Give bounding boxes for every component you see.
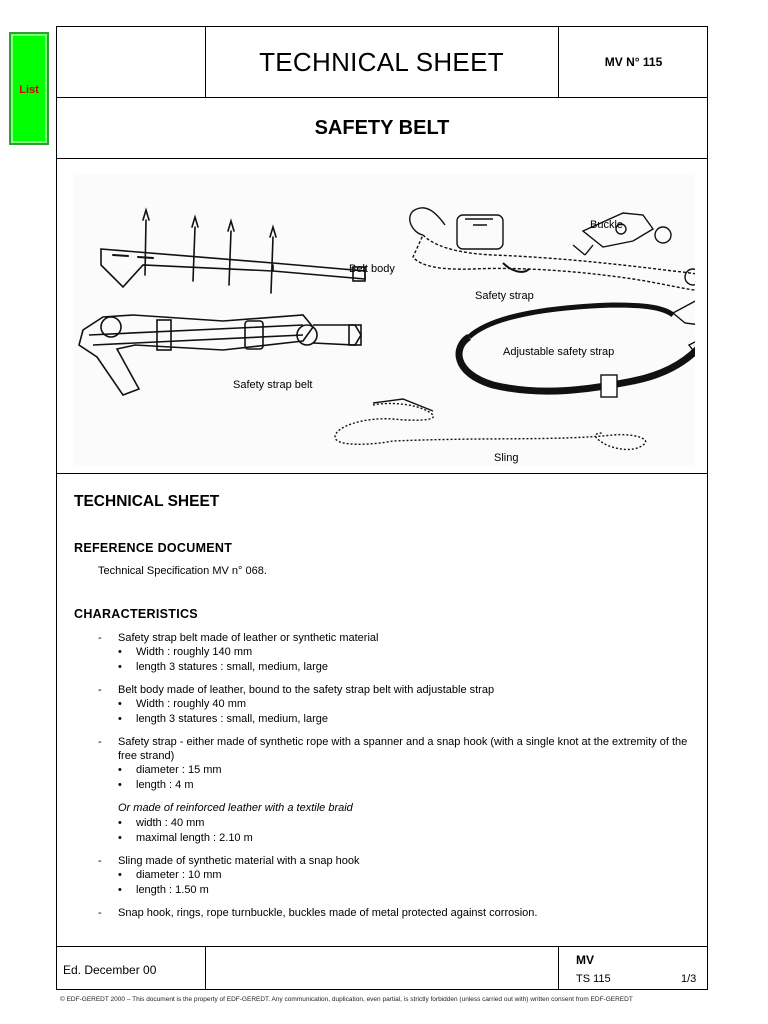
characteristic-item [74,854,699,898]
characteristic-bullet: • length : 1.50 m [118,883,699,898]
divider [205,946,206,990]
technical-sheet [56,26,708,990]
characteristic-item [74,906,699,920]
reference-text: Technical Specification MV n° 068. [98,565,267,577]
safety-equipment-illustration [73,175,695,465]
characteristic-bullets [118,816,699,846]
label-safety-strap: Safety strap [475,290,534,302]
page-title: SAFETY BELT [314,116,450,139]
characteristic-bullet: • diameter : 15 mm [118,763,699,778]
characteristic-bullet: • width : 40 mm [118,816,699,831]
characteristic-text: - Belt body made of leather, bound to the safety strap belt with adjustable strap [118,684,495,696]
characteristic-text: - Safety strap - either made of synthetic rope with a spanner and a snap hook (with a single knot at the extremity of the free strand) [118,736,688,762]
characteristic-bullet: • length 3 statures : small, medium, large [118,712,699,727]
characteristic-text: - Safety strap belt made of leather or synthetic material [118,632,379,644]
header-title: TECHNICAL SHEET [259,46,504,77]
list-button[interactable] [9,32,49,145]
reference-heading: REFERENCE DOCUMENT [74,541,233,555]
characteristic-bullets [118,697,699,727]
divider [57,473,707,474]
characteristic-item [74,683,699,727]
copyright-notice: © EDF-GEREDT 2000 – This document is the property of EDF-GEREDT. Any communication, duplication, even partial, is strictly forbidden (unless carried out with) written consent from EDF-GEREDT [60,996,633,1003]
characteristics-heading: CHARACTERISTICS [74,607,198,621]
characteristic-bullets [118,763,699,793]
page-number: 1/3 [681,973,697,985]
divider [558,946,559,990]
label-belt-body: Belt body [349,263,395,275]
edition-date: Ed. December 00 [63,963,157,977]
label-safety-strap-belt: Safety strap belt [233,379,313,391]
characteristic-bullet: • Width : roughly 140 mm [118,645,699,660]
characteristic-item [74,735,699,846]
characteristic-bullet: • diameter : 10 mm [118,868,699,883]
characteristic-bullet: • length 3 statures : small, medium, large [118,660,699,675]
characteristic-bullets [118,645,699,675]
technical-content [74,493,699,928]
characteristic-item [74,631,699,675]
footer-ts: TS 115 [576,973,611,985]
footer-mv: MV [576,953,594,967]
document-reference: MV N° 115 [604,55,663,69]
characteristic-bullet: • maximal length : 2.10 m [118,831,699,846]
characteristics-list [74,631,699,920]
label-buckle: Buckle [590,219,624,231]
characteristic-text: - Sling made of synthetic material with a snap hook [118,855,360,867]
label-adjustable-safety-strap: Adjustable safety strap [503,346,615,358]
content-heading: TECHNICAL SHEET [74,493,220,510]
characteristic-bullet: • length : 4 m [118,778,699,793]
characteristic-bullet: • Width : roughly 40 mm [118,697,699,712]
characteristic-bullets [118,868,699,898]
label-sling: Sling [494,452,519,464]
list-button-label: List [19,83,39,96]
characteristic-alternative: Or made of reinforced leather with a textile braid [118,802,353,814]
characteristic-text: - Snap hook, rings, rope turnbuckle, buckles made of metal protected against corrosion. [118,907,538,919]
